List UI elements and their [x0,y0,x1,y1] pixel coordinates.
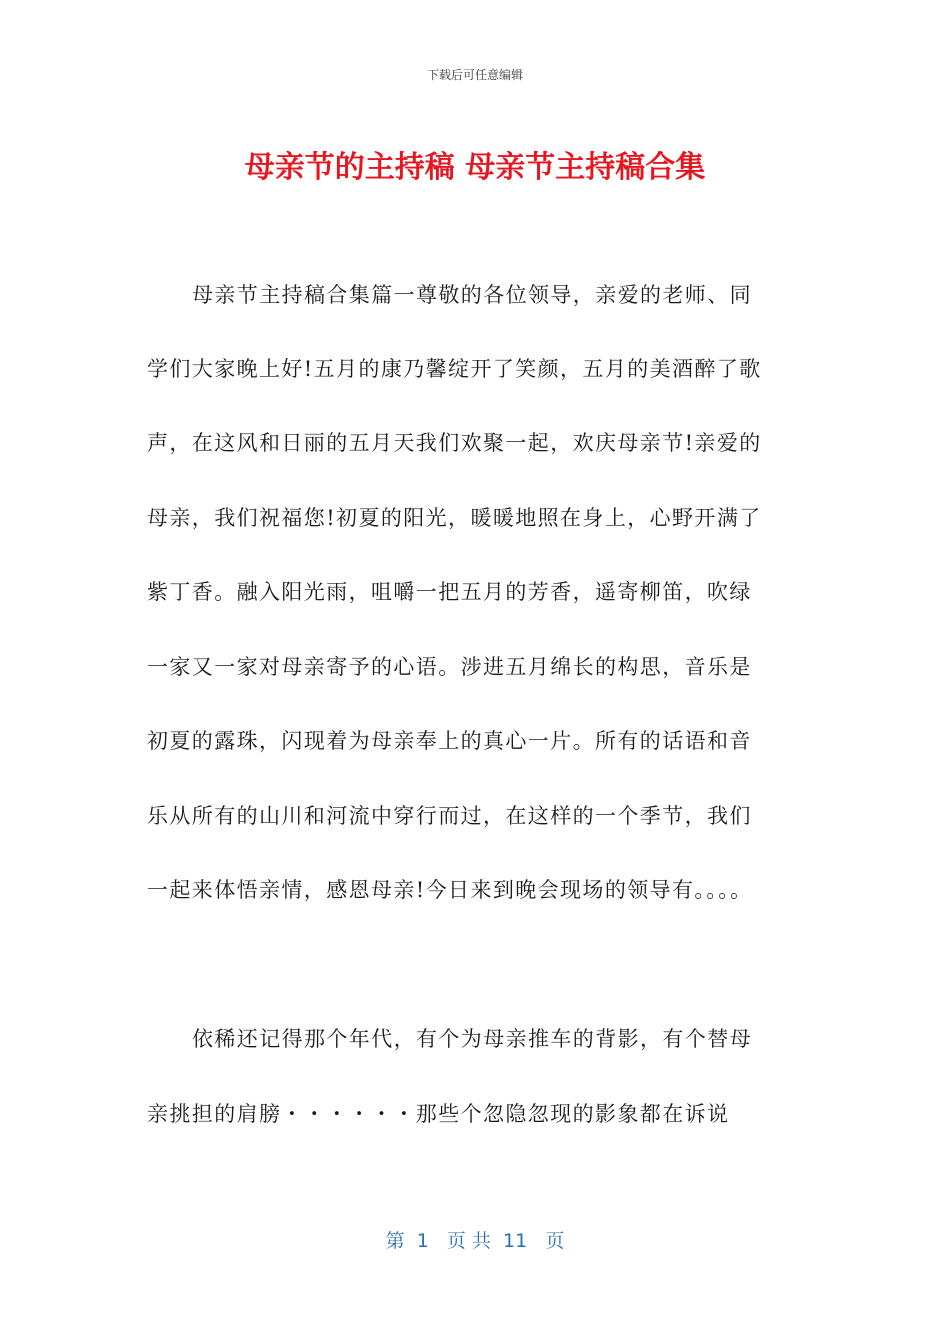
paragraph-line: 声，在这风和日丽的五月天我们欢聚一起，欢庆母亲节!亲爱的 [147,431,762,455]
paragraph-line: 一家又一家对母亲寄予的心语。涉进五月绵长的构思，音乐是 [147,655,752,679]
paragraph-line: 依稀还记得那个年代，有个为母亲推车的背影，有个替母 [192,1027,752,1051]
paragraph-line: 学们大家晚上好!五月的康乃馨绽开了笑颜，五月的美酒醉了歌 [147,357,762,381]
paragraph-line: 一起来体悟亲情，感恩母亲!今日来到晚会现场的领导有。。。。 [147,878,753,902]
page-number-footer: 第 1 页 共 11 页 [385,1230,565,1252]
paragraph-line: 母亲节主持稿合集篇一尊敬的各位领导，亲爱的老师、同 [192,283,752,307]
header-note: 下载后可任意编辑 [426,68,523,82]
paragraph-line: 母亲，我们祝福您!初夏的阳光，暖暖地照在身上，心野开满了 [147,506,762,530]
paragraph-line: 乐从所有的山川和河流中穿行而过，在这样的一个季节，我们 [147,804,752,828]
paragraph-line: 初夏的露珠，闪现着为母亲奉上的真心一片。所有的话语和音 [147,729,752,753]
paragraph-line: 亲挑担的肩膀・・・・・・那些个忽隐忽现的影象都在诉说 [147,1102,730,1126]
document-title: 母亲节的主持稿 母亲节主持稿合集 [244,150,706,185]
paragraph-line: 紫丁香。融入阳光雨，咀嚼一把五月的芳香，遥寄柳笛，吹绿 [147,580,752,604]
